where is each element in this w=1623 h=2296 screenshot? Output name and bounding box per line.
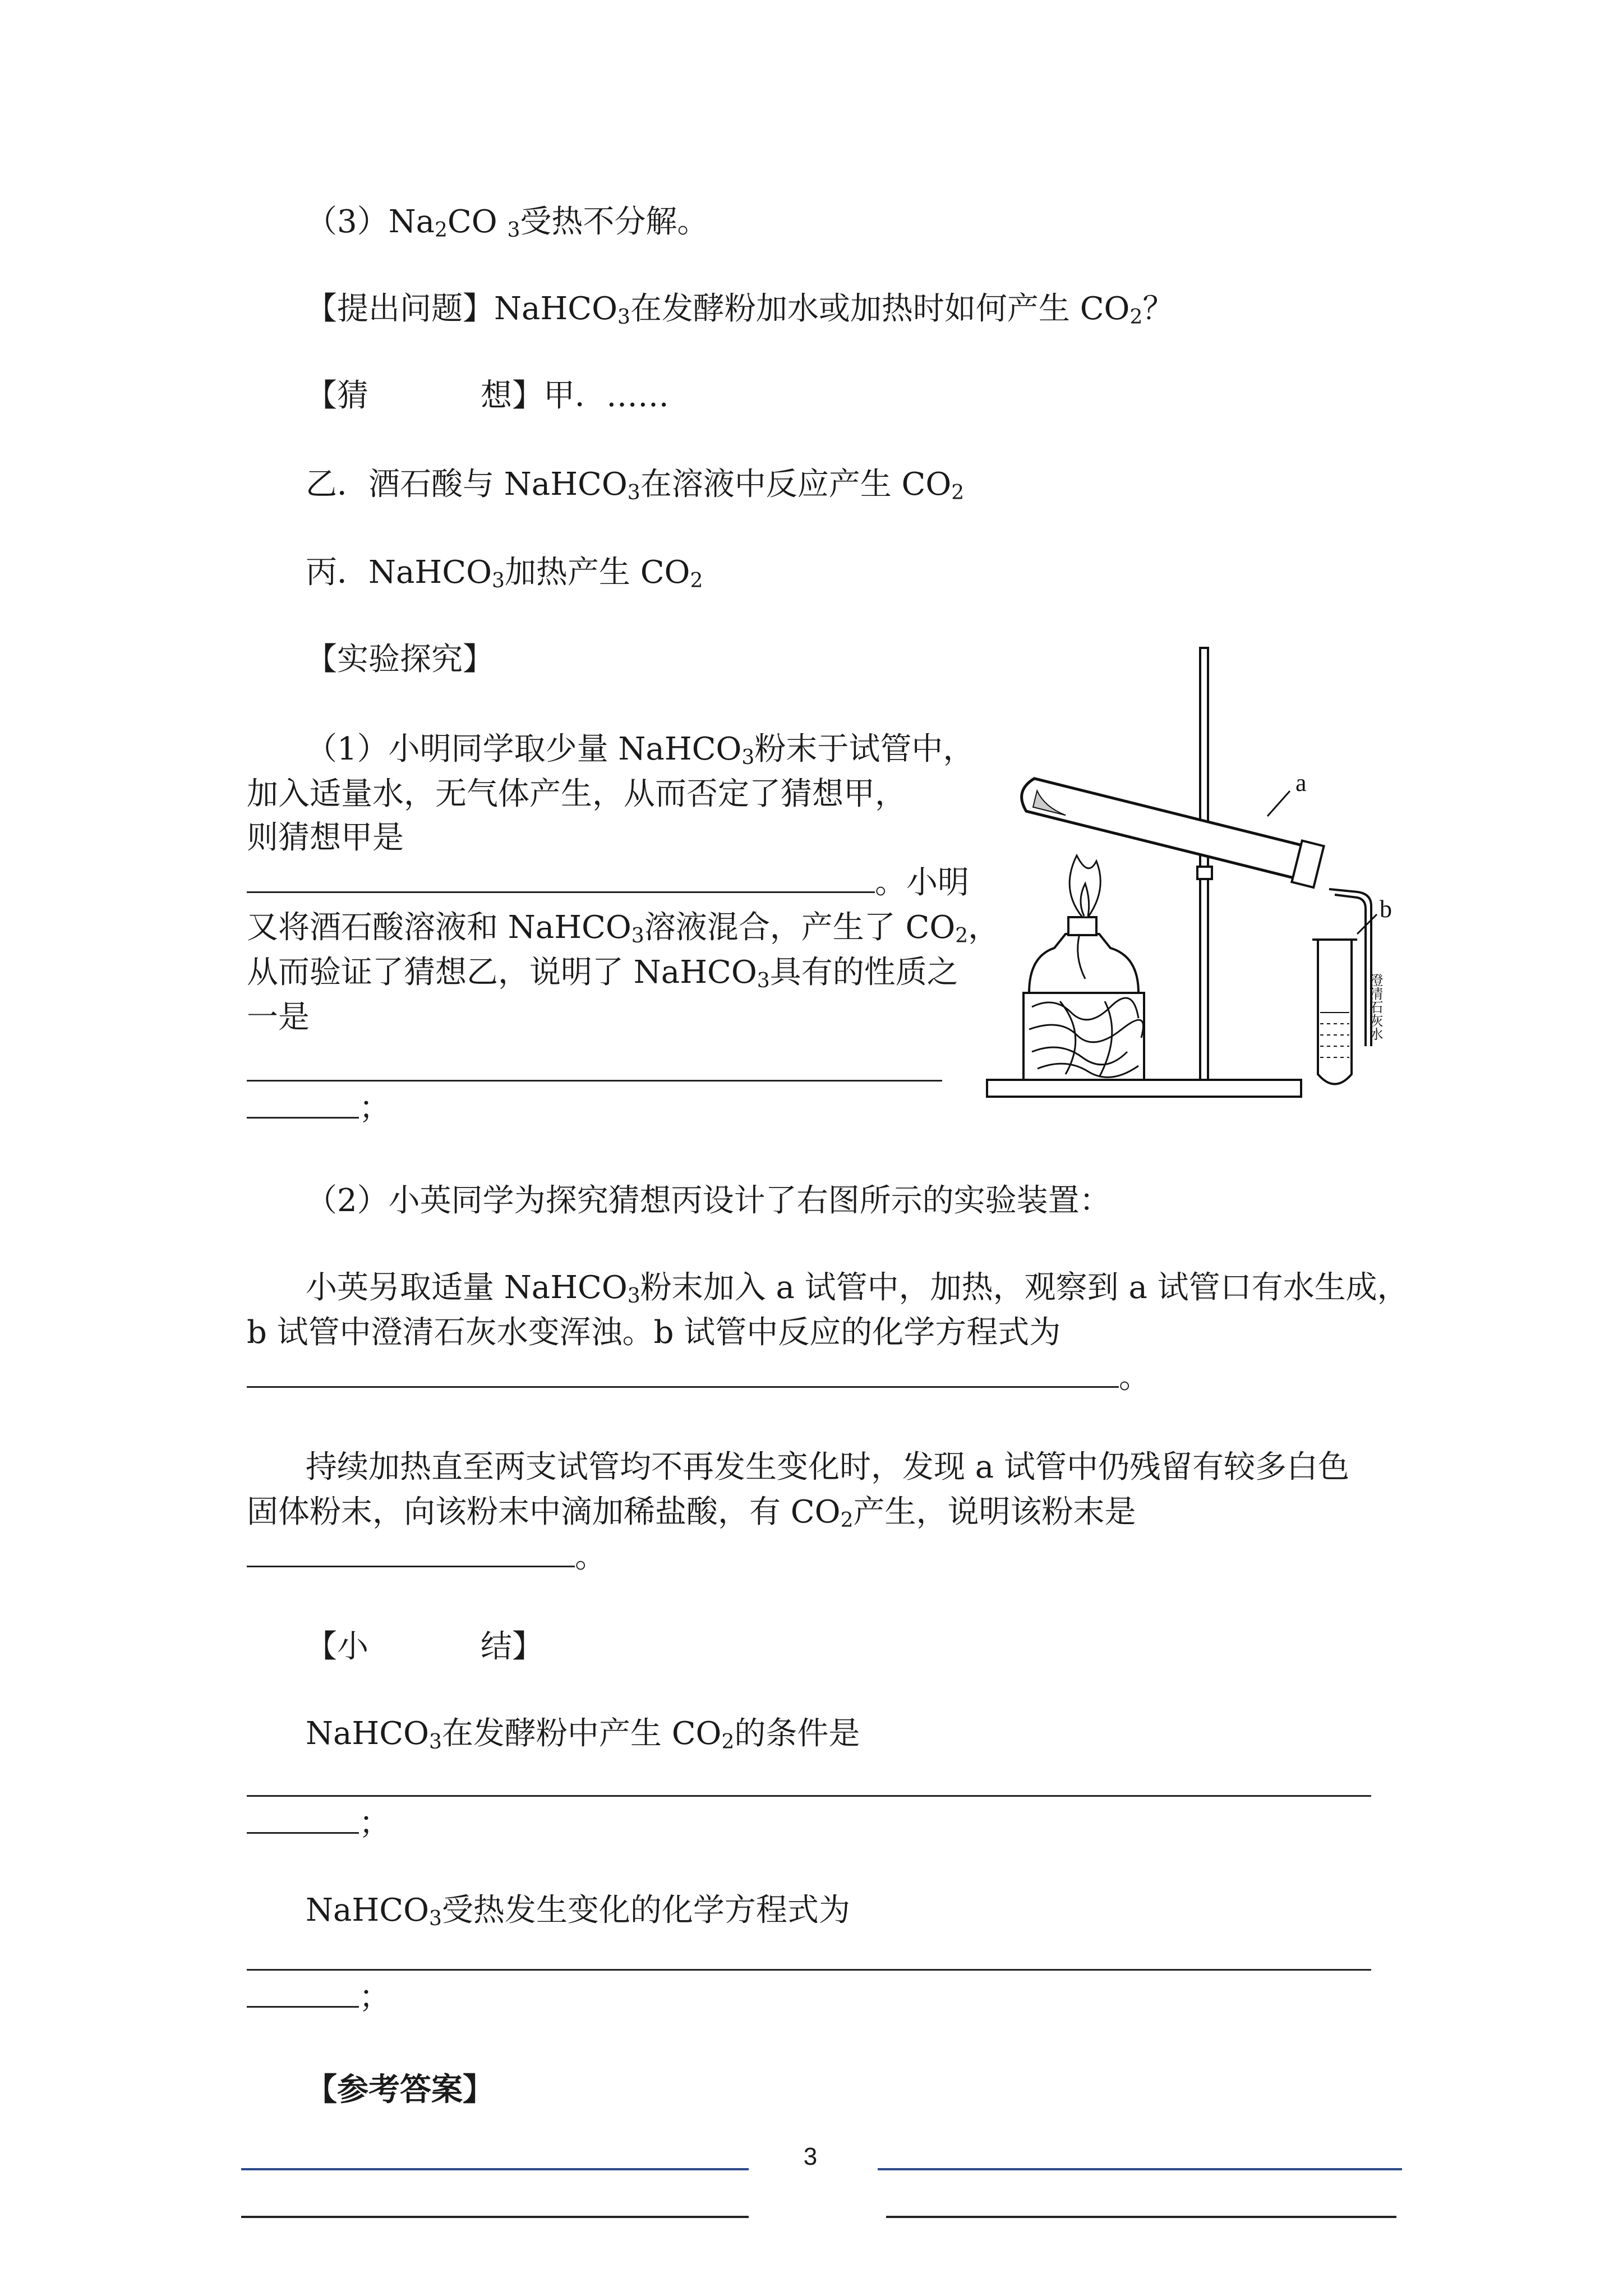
label-a: a xyxy=(1295,769,1307,797)
exp1-line-8: ； xyxy=(247,1088,390,1129)
test-tube-a xyxy=(1018,776,1306,879)
hypothesis-c: 丙．NaHCO$_3$加热产生 $CO_2$ xyxy=(306,554,703,592)
exp1-line-2: 加入适量水，无气体产生，从而否定了猜想甲， xyxy=(247,776,906,812)
answer-blank[interactable] xyxy=(247,1969,1371,1971)
answer-blank[interactable] xyxy=(247,1978,359,2008)
question-heading: 【提出问题】NaHCO$_3$在发酵粉加水或加热时如何产生 $CO_2$？ xyxy=(306,291,1174,329)
exp2-line-6: 。 xyxy=(247,1537,606,1577)
summary-line-3: NaHCO$_3$受热发生变化的化学方程式为 xyxy=(306,1892,850,1930)
answer-blank[interactable] xyxy=(247,1080,942,1082)
exp1-line-6: 从而验证了猜想乙，说明了 NaHCO$_3$具有的性质之 xyxy=(247,954,958,992)
summary-line-1: NaHCO$_3$在发酵粉中产生 $CO_2$的条件是 xyxy=(306,1715,860,1754)
flame xyxy=(1069,855,1100,917)
exp1-line-7: 一是 xyxy=(247,999,310,1036)
exp2-line-4: 持续加热直至两支试管均不再发生变化时，发现 a 试管中仍残留有较多白色 xyxy=(306,1449,1349,1485)
exp1-line-3: 则猜想甲是 xyxy=(247,820,404,856)
answer-blank[interactable] xyxy=(247,1358,1119,1388)
hypothesis-heading: 【猜 想】甲．…… xyxy=(306,378,669,414)
exp2-intro: （2）小英同学为探究猜想丙设计了右图所示的实验装置： xyxy=(306,1182,1111,1219)
answer-heading: 【参考答案】 xyxy=(306,2072,494,2108)
footer-rule-right-bottom xyxy=(886,2216,1396,2218)
label-b: b xyxy=(1380,895,1392,923)
exp2-line-5: 固体粉末，向该粉末中滴加稀盐酸，有 $CO_2$产生，说明该粉末是 xyxy=(247,1494,1136,1532)
page-number: 3 xyxy=(803,2143,818,2170)
summary-line-2: ； xyxy=(247,1803,390,1844)
summary-line-4: ； xyxy=(247,1977,390,2018)
alcohol-lamp xyxy=(1029,934,1138,993)
answer-blank[interactable] xyxy=(247,863,875,893)
footer-rule-right-top xyxy=(878,2168,1402,2170)
apparatus-figure xyxy=(976,642,1402,1119)
exp2-line-2: b 试管中澄清石灰水变浑浊。b 试管中反应的化学方程式为 xyxy=(247,1314,1061,1351)
stand-base xyxy=(987,1080,1301,1097)
answer-blank[interactable] xyxy=(247,1538,575,1567)
stand-rod xyxy=(1200,648,1208,1080)
experiment-heading: 【实验探究】 xyxy=(306,641,494,678)
answer-blank[interactable] xyxy=(247,1795,1371,1797)
hypothesis-b: 乙．酒石酸与 NaHCO$_3$在溶液中反应产生 $CO_2$ xyxy=(306,466,965,504)
answer-blank[interactable] xyxy=(247,1089,359,1119)
footer-rule-left-bottom xyxy=(241,2216,749,2218)
footer-rule-left-top xyxy=(241,2168,749,2170)
exp2-line-3: 。 xyxy=(247,1358,1150,1398)
answer-blank[interactable] xyxy=(247,1804,359,1834)
exp1-line-5: 又将酒石酸溶液和 NaHCO$_3$溶液混合，产生了 $CO_2$， xyxy=(247,909,1000,947)
condition-3: $(3)Na_2CO$ $_3$受热不分解。 xyxy=(306,204,709,242)
exp1-line-1: （1）小明同学取少量 NaHCO$_3$粉末于试管中， xyxy=(306,731,975,769)
summary-heading: 【小 结】 xyxy=(306,1628,543,1665)
test-tube-b xyxy=(1318,940,1352,1084)
exp2-line-1: 小英另取适量 NaHCO$_3$粉末加入 a 试管中，加热，观察到 a 试管口有水生成， xyxy=(306,1269,1409,1308)
limewater-label: 澄清石灰水 xyxy=(1367,973,1383,1041)
exp1-line-4: 。小明 xyxy=(247,863,969,903)
